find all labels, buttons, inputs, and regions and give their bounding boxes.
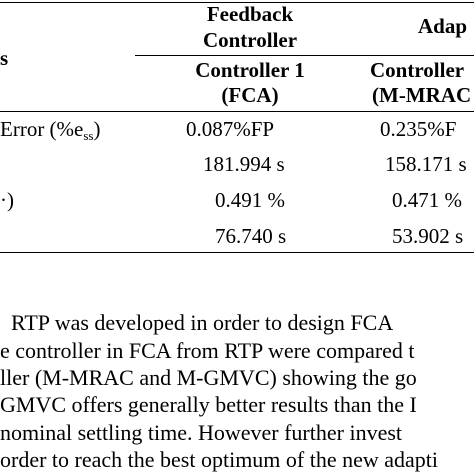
paragraph-line: order to reach the best optimum of the new adapti <box>0 447 439 472</box>
row-value-controller2: 158.171 s <box>385 152 467 176</box>
header-col2-line2: (M-MRAC <box>372 83 472 107</box>
group-header-rule <box>135 55 474 56</box>
row-value-controller1: 0.491 % <box>215 188 285 212</box>
row-value-controller2: 0.471 % <box>392 188 462 212</box>
paragraph-line: e controller in FCA from RTP were compared t <box>0 338 415 363</box>
column-header-rule <box>0 111 474 112</box>
header-col1-line2: (FCA) <box>221 83 279 107</box>
table-bottom-rule <box>0 252 474 253</box>
header-feedback-line2: Controller <box>202 28 298 52</box>
row-label: Error $(\%e_{ss})$ <box>0 117 101 143</box>
header-col1-line1: Controller 1 <box>195 58 305 82</box>
row-value-controller2: 53.902 s <box>392 224 464 248</box>
paragraph-line: RTP was developed in order to design FCA <box>11 310 394 335</box>
row-value-controller1: 76.740 s <box>215 224 287 248</box>
paragraph-line: GMVC offers generally better results than the I <box>0 392 417 417</box>
paragraph-line: nominal settling time. However further invest <box>0 420 403 445</box>
header-feedback-line1: Feedback <box>206 2 294 26</box>
row-value-controller2: 0.235%F <box>380 117 457 141</box>
row-label: ·) <box>0 188 14 212</box>
row-value-controller1: 181.994 s <box>203 152 285 176</box>
paragraph-line: ller (M-MRAC and M-GMVC) showing the go <box>0 365 417 390</box>
header-parameter-label: s <box>0 46 9 70</box>
header-col2-line1: Controller <box>370 58 465 82</box>
header-adaptive: Adap <box>418 14 468 38</box>
row-value-controller1: 0.087%FP <box>186 117 275 141</box>
